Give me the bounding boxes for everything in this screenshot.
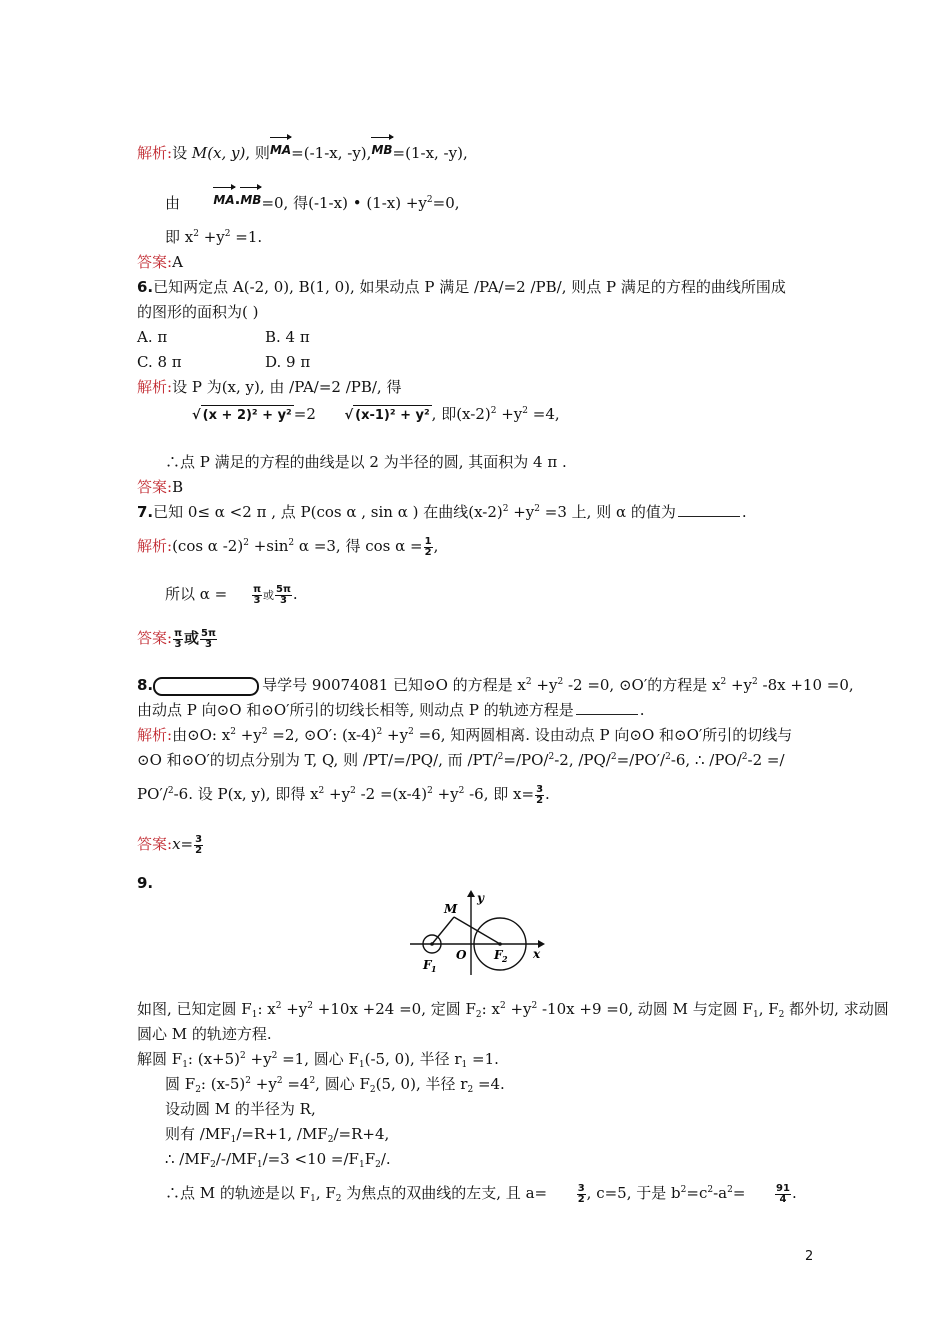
y-axis-arrow [467, 890, 475, 897]
q7-stem: 7.已知 0≤ α <2 π , 点 P(cos α , sin α ) 在曲线$(x-2)^2 +y^2 =3$ 上, 则 α 的值为 . [137, 503, 747, 521]
label-f1-sub: 1 [431, 964, 437, 974]
q6-option-d: D. 9 π [265, 353, 311, 371]
label-o: O [456, 948, 467, 962]
sqrt-expression-1: √ (x + 2)² + y² [192, 405, 294, 426]
label-f2: F [494, 948, 503, 962]
q5-answer: 答案:A [137, 253, 183, 271]
q5-solution-line3: 即 $x^2 +y^2 =1$. [165, 228, 263, 246]
vector-ma: MA [270, 137, 291, 160]
label-x: x [533, 947, 541, 961]
q6-solution-line2: √ (x + 2)² + y² =2 √ (x-1)² + y² , 即$(x-2)^2 +y^2 =4$, [192, 404, 560, 426]
q9-solution-line3: 设动圆 M 的半径为 R, [165, 1100, 316, 1118]
q9-stem-line2: 圆心 M 的轨迹方程. [137, 1025, 272, 1043]
q9-solution-line5: ∴ $/MF_2/-/MF_1/=3 <10 =/F_1F_2/$. [165, 1150, 391, 1170]
q6-solution-line3: ∴点 P 满足的方程的曲线是以 2 为半径的圆, 其面积为 4 π . [165, 453, 567, 471]
q9-number: 9. [137, 874, 154, 892]
q6-stem-line1: 6.已知两定点 A(-2, 0), B(1, 0), 如果动点 P 满足 /PA/=2 /PB/, 则点 P 满足的方程的曲线所围成 [137, 278, 786, 296]
label-y: y [477, 891, 484, 905]
sqrt-expression-2: √ (x-1)² + y² [344, 405, 431, 426]
q6-solution-line1: 解析:设 P 为(x, y), 由 /PA/=2 /PB/, 得 [137, 378, 402, 396]
guide-number-badge [153, 677, 259, 696]
q9-solution-line6: ∴点 M 的轨迹是以 $F_1$, $F_2$ 为焦点的双曲线的左支, 且 a= $\frac{3}{2}$ , c=5, 于是 $b^2=c^2-a^2=$ $\frac{91}{4}$ . [165, 1182, 797, 1205]
fraction-one-half: $\frac{1}{2}$ [424, 535, 432, 558]
q5-solution-line1: 解析:设 M(x, y), 则MA=(-1-x, -y),MB=(1-x, -y), [137, 137, 468, 163]
label-f2-sub: 2 [502, 954, 508, 964]
q6-option-a: A. π [137, 328, 168, 346]
q5-solution-line2: 由 MA·MB=0, 得(-1-x) • $(1-x) +y^2=0$, [165, 187, 460, 213]
point-f1 [430, 942, 434, 946]
q8-answer: 答案:x= $\frac{3}{2}$ [137, 833, 203, 856]
answer-blank [576, 702, 638, 715]
q8-solution-line1: 解析:由⊙O: $x^2 +y^2 =2$, ⊙O′: $(x-4)^2 +y^2 =6$, 知两圆相离. 设由动点 P 向⊙O 和⊙O′所引的切线与 [137, 726, 793, 744]
q8-solution-line3: PO′/$^2$-6. 设 P(x, y), 即得 $x^2 +y^2$ $-2 =(x-4)^2 +y^2$ -6, 即 x= $\frac{3}{2}$ . [137, 783, 550, 806]
q9-stem-line1: 如图, 已知定圆 $F_1$: $x^2 +y^2 +10x +24 =0$, 定圆 $F_2$: $x^2 +y^2$ -10x +9 =0, 动圆 M 与定圆 $F_1$, $F_2$ 都外切, 求动圆 [137, 1000, 889, 1020]
answer-blank [678, 504, 740, 517]
q8-solution-line2: ⊙O 和⊙O′的切点分别为 T, Q, 则 /PT/=/PQ/, 而 /PT/$^2$=/PO/$^2$-2, /PQ/$^2$=/PO′/$^2$-6, ∴ /PO/$^2$-2 =/ [137, 751, 785, 769]
q6-option-c: C. 8 π [137, 353, 182, 371]
q9-solution-line2: 圆 $F_2$: $(x-5)^2 +y^2 =4^2$, 圆心 $F_2(5$, 0), 半径 $r_2 =4$. [165, 1075, 505, 1095]
q9-figure [400, 885, 550, 977]
label-m: M [444, 902, 458, 916]
q7-solution-line1: 解析:(cos α $-2)^2 +\sin^2$ α =3, 得 cos α = $\frac{1}{2}$ , [137, 535, 439, 558]
q8-stem-line2: 由动点 P 向⊙O 和⊙O′所引的切线长相等, 则动点 P 的轨迹方程是 . [137, 701, 645, 719]
segment-mf1 [432, 917, 454, 944]
vector-mb: MB [371, 137, 392, 160]
q6-stem-line2: 的图形的面积为( ) [137, 303, 259, 321]
segment-mf2 [454, 917, 500, 944]
q6-option-b: B. 4 π [265, 328, 310, 346]
q9-solution-line1: 解圆 $F_1$: $(x+5)^2 +y^2 =1$, 圆心 $F_1(-5$, 0), 半径 $r_1 =1$. [137, 1050, 499, 1070]
q7-solution-line2: 所以 α = $\frac{\pi}{3}$ 或 $\frac{5\pi}{3}$ . [165, 583, 298, 606]
q7-answer: 答案: $\frac{\pi}{3}$ 或 $\frac{5\pi}{3}$ [137, 627, 216, 650]
q6-answer: 答案:B [137, 478, 184, 496]
page-number: 2 [805, 1249, 814, 1264]
label-f1: F [423, 958, 432, 972]
q8-stem-line1: 8. 导学号 90074081 已知⊙O 的方程是 $x^2 +y^2$ -2 =0, ⊙O′的方程是 $x^2 +y^2$ -8x +10 =0, [137, 676, 854, 694]
q9-solution-line4: 则有 $/MF_1/=R+1$, $/MF_2/=R+4$, [165, 1125, 390, 1145]
point-f2 [498, 942, 502, 946]
